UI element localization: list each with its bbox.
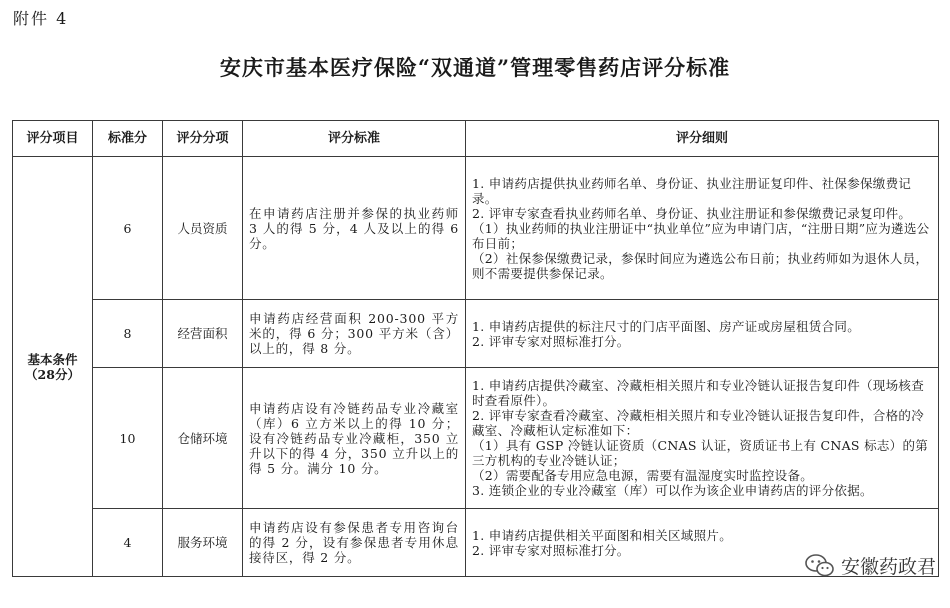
score-cell: 8 — [93, 300, 163, 368]
detail-line: 1. 申请药店提供冷藏室、冷藏柜相关照片和专业冷链认证报告复印件（现场核查时查看原件）。 — [472, 378, 925, 408]
table-row — [13, 157, 939, 300]
detail-line: 3. 连锁企业的专业冷藏室（库）可以作为该企业申请药店的评分依据。 — [472, 483, 873, 498]
header-category: 评分项目 — [13, 121, 93, 157]
table-row — [13, 368, 939, 509]
details-cell — [466, 300, 939, 368]
details-cell — [466, 368, 939, 509]
detail-line: （2）社保参保缴费记录，参保时间应为遴选公布日前；执业药师如为退休人员，则不需要提供参保记录。 — [472, 250, 929, 281]
category-total: （28分） — [25, 366, 80, 382]
standard-cell: 申请药店设有冷链药品专业冷藏室（库）6 立方米以上的得 10 分；设有冷链药品专业冷藏柜，350 立升以下的得 4 分，350 立升以上的得 5 分。满分 10 分。 — [243, 368, 466, 509]
header-standard: 评分标准 — [243, 121, 466, 157]
standard-cell: 申请药店经营面积 200-300 平方米的，得 6 分；300 平方米（含）以上的，得 8 分。 — [243, 300, 466, 368]
detail-line: 1. 申请药店提供的标注尺寸的门店平面图、房产证或房屋租赁合同。 — [472, 318, 861, 334]
source-watermark — [805, 552, 936, 579]
detail-line: 2. 评审专家对照标准打分。 — [472, 542, 630, 558]
detail-line: 2. 评审专家查看冷藏室、冷藏柜相关照片和专业冷链认证报告复印件，合格的冷藏室、冷藏柜认定标准如下： — [472, 408, 925, 438]
item-cell: 经营面积 — [163, 300, 243, 368]
category-cell — [13, 157, 93, 577]
header-details: 评分细则 — [466, 121, 939, 157]
table-row — [13, 509, 939, 577]
score-cell: 6 — [93, 157, 163, 300]
standard-cell: 在申请药店注册并参保的执业药师 3 人的得 5 分，4 人及以上的得 6 分。 — [243, 157, 466, 300]
attachment-label: 附件 4 — [13, 9, 69, 28]
detail-line: （1）具有 GSP 冷链认证资质（CNAS 认证，资质证书上有 CNAS 标志）的第三方机构的专业冷链认证； — [472, 438, 929, 468]
item-cell: 人员资质 — [163, 157, 243, 300]
document-title: 安庆市基本医疗保险“双通道”管理零售药店评分标准 — [219, 55, 731, 80]
standard-cell: 申请药店设有参保患者专用咨询台的得 2 分，设有参保患者专用休息接待区，得 2 分。 — [243, 509, 466, 577]
score-cell: 10 — [93, 368, 163, 509]
score-cell: 4 — [93, 509, 163, 577]
category-name: 基本条件 — [27, 351, 78, 367]
account-name: 安徽药政君 — [840, 556, 936, 578]
header-item: 评分分项 — [163, 121, 243, 157]
item-cell: 仓储环境 — [163, 368, 243, 509]
detail-line: 1. 申请药店提供相关平面图和相关区域照片。 — [472, 527, 733, 543]
wechat-icon — [805, 553, 835, 579]
header-score: 标准分 — [93, 121, 163, 157]
detail-line: 1. 申请药店提供执业药师名单、身份证、执业注册证复印件、社保参保缴费记录。 — [472, 175, 912, 206]
table-header-row — [13, 121, 939, 157]
detail-line: 2. 评审专家查看执业药师名单、身份证、执业注册证和参保缴费记录复印件。 — [472, 205, 912, 221]
scoring-table — [12, 120, 939, 577]
details-cell — [466, 157, 939, 300]
detail-line: 2. 评审专家对照标准打分。 — [472, 333, 630, 349]
item-cell: 服务环境 — [163, 509, 243, 577]
table-row — [13, 300, 939, 368]
detail-line: （2）需要配备专用应急电源，需要有温湿度实时监控设备。 — [472, 468, 814, 483]
detail-line: （1）执业药师的执业注册证中“执业单位”应为申请门店，“注册日期”应为遴选公布日前； — [472, 220, 930, 251]
